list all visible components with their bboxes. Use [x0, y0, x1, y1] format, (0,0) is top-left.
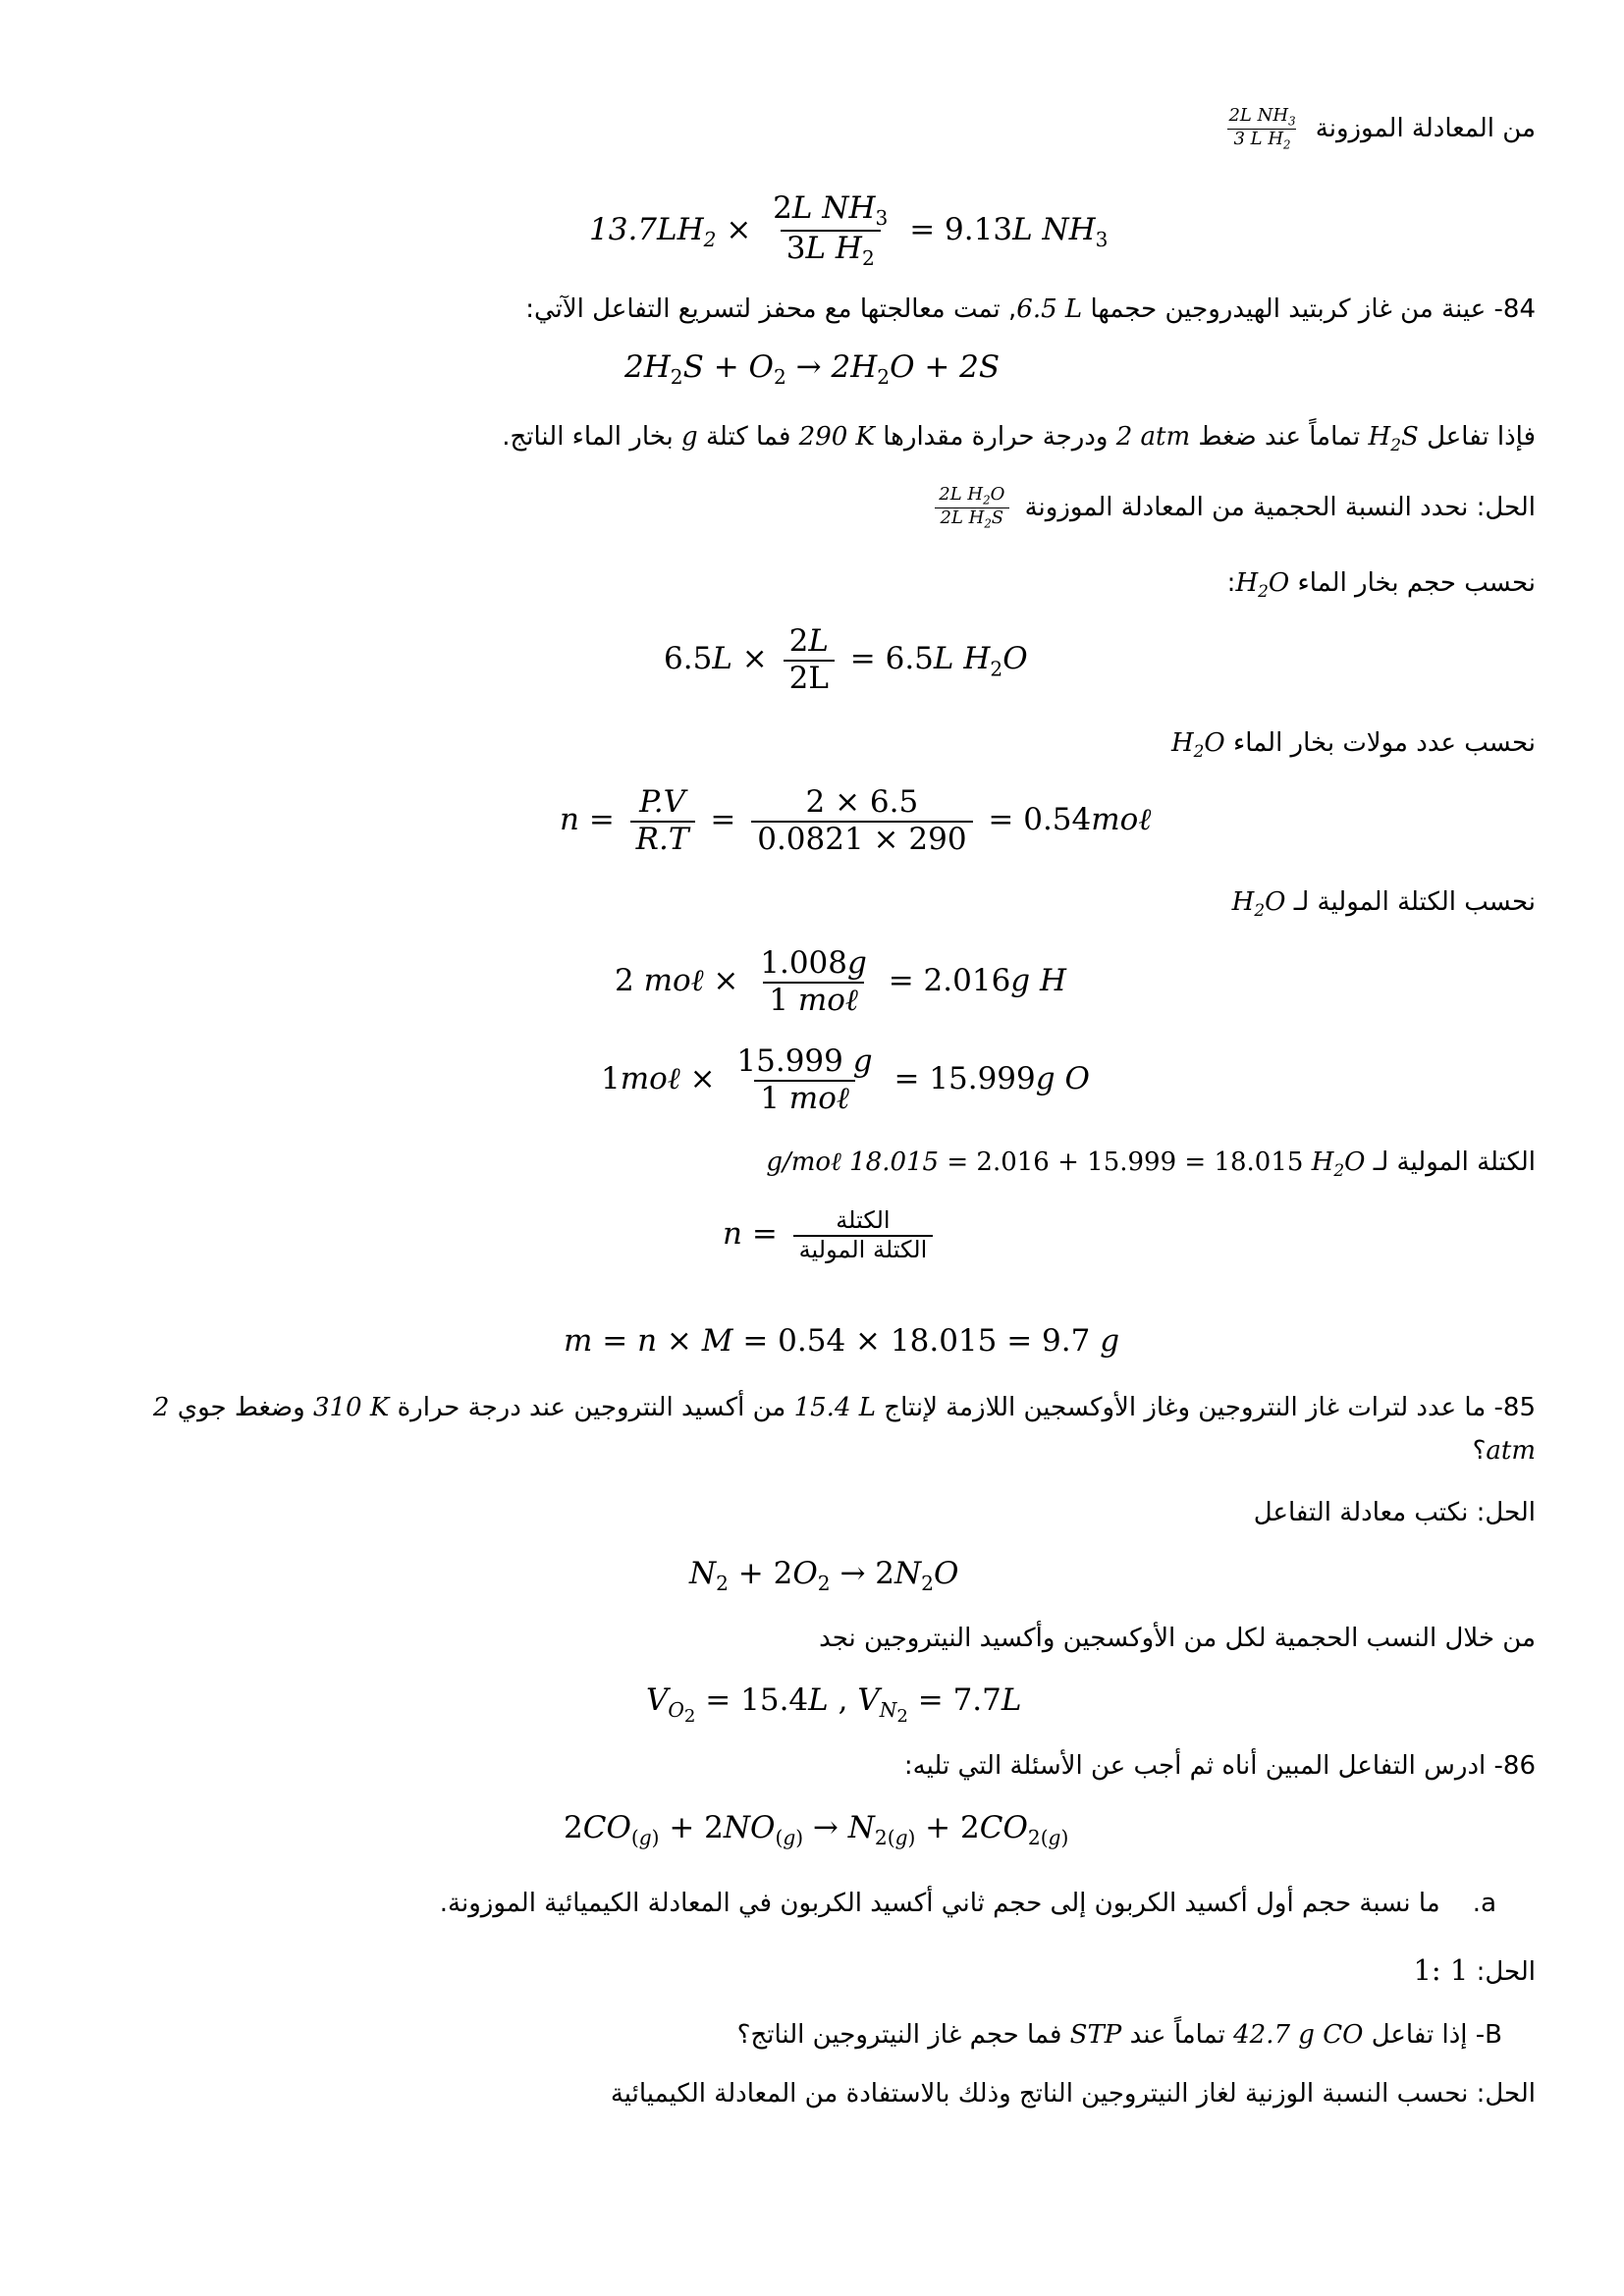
- question-86b: B- إذا تفاعل 42.7 g CO تماماً عند STP فما حجم غاز النيتروجين الناتج؟: [736, 2020, 1502, 2050]
- calc-moles-line: نحسب عدد مولات بخار الماء $H_2O$: [1170, 728, 1536, 762]
- solution-84-ratio: الحل: نحدد النسبة الحجمية من المعادلة الموزونة $\frac{2L H_2O}{2L H_2S}$: [927, 485, 1536, 531]
- equation-ideal-gas: n = $\frac{P.V}{R.T}$ = $\frac{2 \times 6.5}{0.0821 \times 290}$ = 0.54moℓ: [560, 784, 1152, 857]
- question-86b-label: B-: [1475, 2020, 1502, 2050]
- equation-n2o-reaction: $N_2 + 2O_2 \to 2N_2O$: [689, 1556, 959, 1596]
- calc-volume-line: نحسب حجم بخار الماء $H_2O$:: [1226, 568, 1536, 602]
- solution-86a: الحل: 1: 1: [1413, 1953, 1536, 1987]
- equation-oxygen-mass: 1moℓ × $\frac{15.999 g}{\text{1 moℓ}}$ = 15.999g O: [601, 1043, 1090, 1116]
- question-86a: a. ما نسبة حجم أول أكسيد الكربون إلى حجم ثاني أكسيد الكربون في المعادلة الكيميائية الموزونة.: [439, 1889, 1496, 1918]
- equation-volumes-result: $V_{O_2} = 15.4L$ , $V_{N_2} = 7.7L$: [646, 1682, 1022, 1728]
- solution-86b: الحل: نحسب النسبة الوزنية لغاز النيتروجين الناتج وذلك بالاستفادة من المعادلة الكيميائية: [610, 2079, 1536, 2109]
- question-85: 85- ما عدد لترات غاز النتروجين وغاز الأوكسجين اللازمة لإنتاج 15.4 L من أكسيد النتروجين عند درجة حرارة 310 K وضغط جوي 2 atm؟: [152, 1393, 1536, 1466]
- question-86a-label: a.: [1472, 1889, 1496, 1918]
- solution-85-intro: الحل: نكتب معادلة التفاعل: [1253, 1498, 1536, 1527]
- equation-water-volume: 6.5L × $\frac{2L}{2L}$ = 6.5L $H_2O$: [664, 623, 1028, 696]
- solution-85-ratio-text: من خلال النسب الحجمية لكل من الأوكسجين وأكسيد النيتروجين نجد: [819, 1624, 1536, 1653]
- ratio-intro-text: من المعادلة الموزونة: [1315, 114, 1536, 144]
- question-84: 84- عينة من غاز كربتيد الهيدروجين حجمها 6.5 L, تمت معالجتها مع محفز لتسريع التفاعل الآتي:: [525, 294, 1536, 324]
- question-86: 86- ادرس التفاعل المبين أناه ثم أجب عن الأسئلة التي تليه:: [903, 1751, 1536, 1781]
- h2o-h2s-ratio-fraction: $\frac{2L H_2O}{2L H_2S}$: [933, 485, 1010, 531]
- ratio-intro-line: [1217, 106, 1536, 152]
- equation-h2s-reaction: $2H_2S + O_2 \to 2H_2O + 2S$: [624, 349, 1001, 390]
- molar-mass-result-line: الكتلة المولية لـ $H_2O = 2.016 + 15.999 = 18.015$ g/moℓ 18.015: [766, 1148, 1536, 1181]
- equation-n-formula: n = $\frac{\text{الكتلة}}{\text{الكتلة المولية}}$: [723, 1207, 939, 1263]
- ratio-fraction: $\frac{2L NH_3}{3 L H_2}$: [1228, 105, 1296, 152]
- question-84-conditions: فإذا تفاعل $H_2S$ تماماً عند ضغط 2 atm ودرجة حرارة مقدارها 290 K فما كتلة g بخار الماء الناتج.: [502, 422, 1536, 455]
- calc-molar-mass-line: نحسب الكتلة المولية لـ $H_2O$: [1231, 887, 1536, 921]
- equation-hydrogen-mass: 2 moℓ × $\frac{1.008g}{\text{1 moℓ}}$ = 2.016g H: [615, 945, 1067, 1018]
- equation-co-no-reaction: $2CO_{(g)} + 2NO_{(g)} \to N_{2(g)} + 2CO_{2(g)}$: [564, 1810, 1069, 1850]
- equation-mass-result: m = n × M = 0.54 × 18.015 = 9.7 g: [564, 1323, 1120, 1359]
- equation-nh3-volume: $13.7LH_2$ × $\frac{2L NH_3}{3L H_2}$ = 9.13L $NH_3$: [589, 190, 1109, 271]
